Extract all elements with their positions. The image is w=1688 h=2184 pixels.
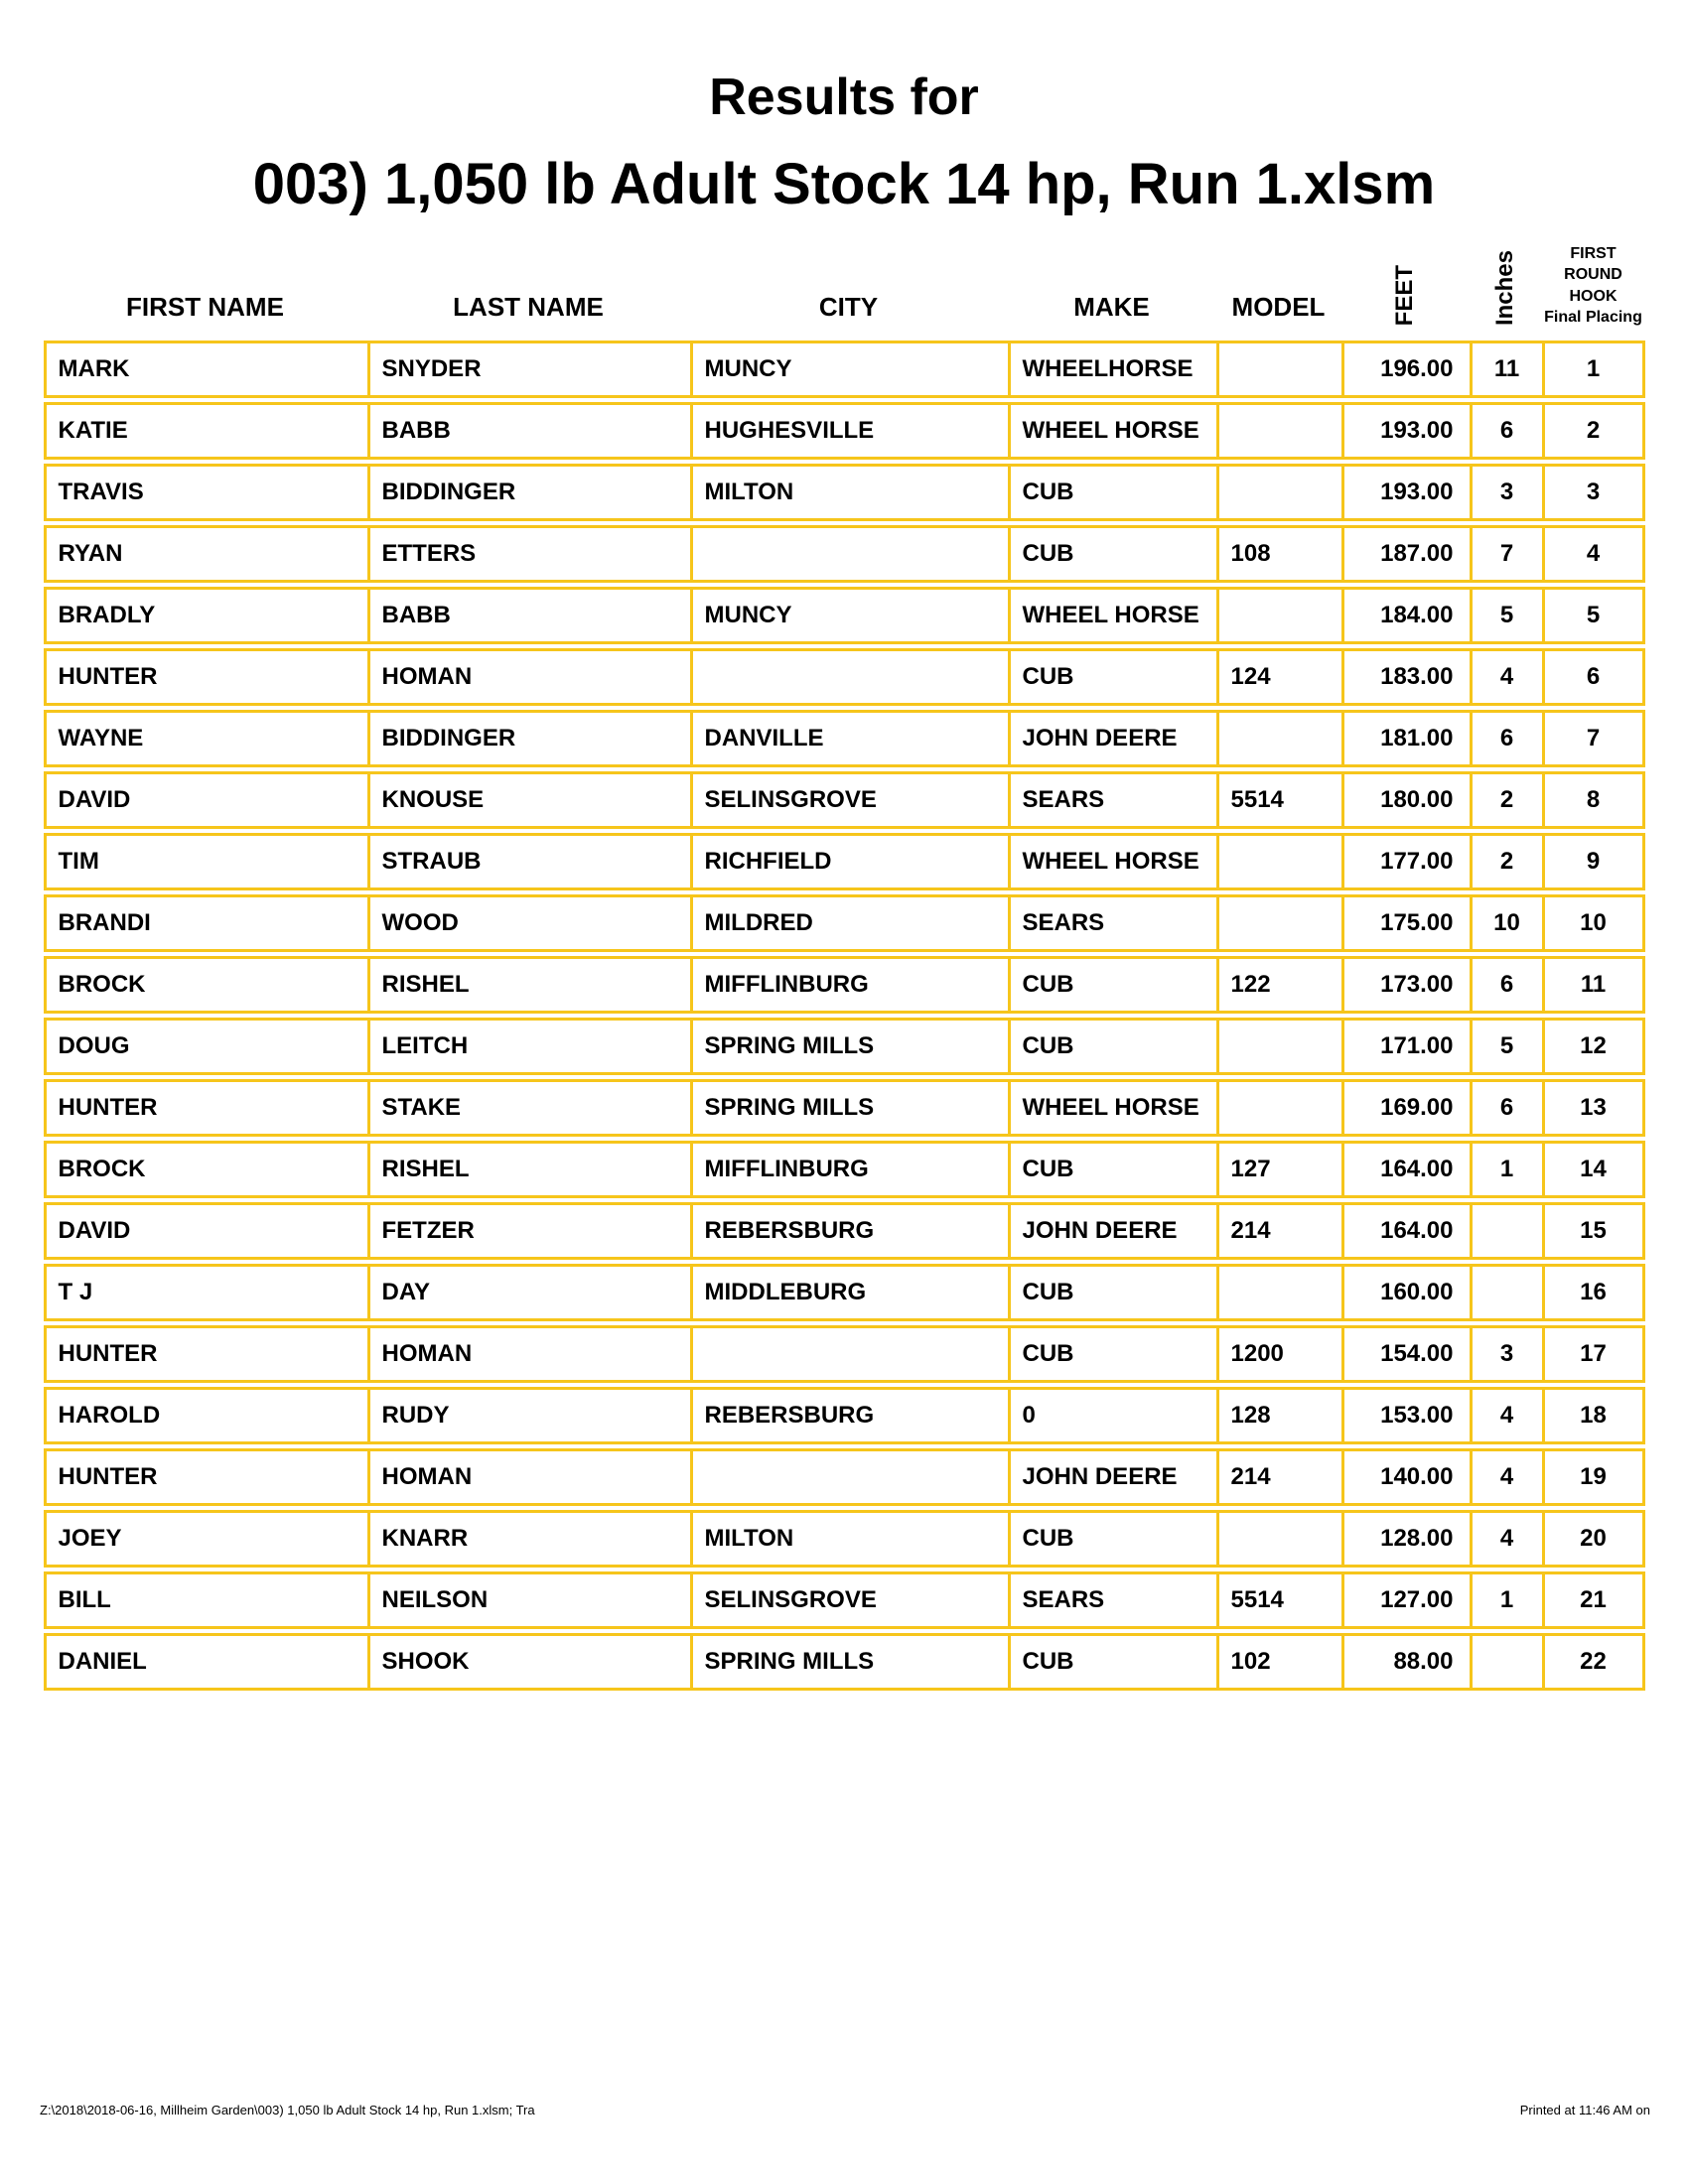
table-row [44,833,1645,890]
cell-make: WHEEL HORSE [1008,402,1216,460]
cell-inches: 2 [1470,833,1542,890]
page-title: Results for [709,68,979,126]
results-table-body [44,341,1645,1691]
table-row [44,1448,1645,1506]
printed-timestamp-footer: Printed at 11:46 AM on [1519,2103,1650,2117]
table-row [44,1264,1645,1321]
cell-last-name: BIDDINGER [367,710,690,767]
cell-last-name: HOMAN [367,1325,690,1383]
table-row [44,587,1645,644]
table-row [44,648,1645,706]
cell-make: CUB [1008,525,1216,583]
cell-inches: 4 [1470,1510,1542,1568]
cell-make: CUB [1008,956,1216,1014]
cell-last-name: FETZER [367,1202,690,1260]
cell-last-name: BABB [367,402,690,460]
cell-city: MIDDLEBURG [690,1264,1008,1321]
cell-first-name: MARK [44,341,367,398]
cell-inches: 3 [1470,1325,1542,1383]
table-row [44,1387,1645,1444]
cell-placing: 14 [1542,1141,1645,1198]
cell-first-name: RYAN [44,525,367,583]
cell-placing: 16 [1542,1264,1645,1321]
cell-first-name: BILL [44,1571,367,1629]
cell-feet: 140.00 [1341,1448,1470,1506]
cell-inches: 4 [1470,1387,1542,1444]
cell-city: MILDRED [690,894,1008,952]
cell-city: MIFFLINBURG [690,956,1008,1014]
cell-feet: 183.00 [1341,648,1470,706]
cell-placing: 12 [1542,1018,1645,1075]
cell-city: HUGHESVILLE [690,402,1008,460]
cell-feet: 154.00 [1341,1325,1470,1383]
cell-city: SPRING MILLS [690,1079,1008,1137]
cell-placing: 22 [1542,1633,1645,1691]
cell-feet: 187.00 [1341,525,1470,583]
cell-model: 124 [1216,648,1341,706]
table-row [44,710,1645,767]
column-header-last-name: LAST NAME [453,292,604,322]
cell-model [1216,402,1341,460]
cell-placing: 9 [1542,833,1645,890]
cell-placing: 5 [1542,587,1645,644]
table-row [44,1325,1645,1383]
cell-inches [1470,1202,1542,1260]
cell-inches: 6 [1470,1079,1542,1137]
cell-inches: 1 [1470,1571,1542,1629]
cell-feet: 127.00 [1341,1571,1470,1629]
cell-make: CUB [1008,1141,1216,1198]
cell-feet: 153.00 [1341,1387,1470,1444]
cell-model: 5514 [1216,771,1341,829]
cell-feet: 184.00 [1341,587,1470,644]
table-row [44,1018,1645,1075]
cell-make: JOHN DEERE [1008,710,1216,767]
cell-model: 1200 [1216,1325,1341,1383]
cell-model [1216,710,1341,767]
hook-header-line2: HOOK [1569,287,1618,305]
cell-first-name: TRAVIS [44,464,367,521]
cell-model [1216,1510,1341,1568]
file-path-footer: Z:\2018\2018-06-16, Millheim Garden\003) 1,050 lb Adult Stock 14 hp, Run 1.xlsm; Tra [40,2103,535,2117]
table-row [44,771,1645,829]
cell-last-name: RISHEL [367,956,690,1014]
cell-model [1216,587,1341,644]
cell-city: MILTON [690,464,1008,521]
cell-placing: 2 [1542,402,1645,460]
cell-inches: 7 [1470,525,1542,583]
cell-make: WHEEL HORSE [1008,833,1216,890]
cell-first-name: BROCK [44,1141,367,1198]
cell-city: SPRING MILLS [690,1018,1008,1075]
cell-city: MILTON [690,1510,1008,1568]
cell-model: 102 [1216,1633,1341,1691]
cell-inches: 11 [1470,341,1542,398]
cell-feet: 193.00 [1341,402,1470,460]
table-row [44,1510,1645,1568]
cell-first-name: HUNTER [44,1448,367,1506]
cell-inches: 3 [1470,464,1542,521]
cell-first-name: WAYNE [44,710,367,767]
cell-city: RICHFIELD [690,833,1008,890]
cell-make: 0 [1008,1387,1216,1444]
cell-city: SELINSGROVE [690,1571,1008,1629]
cell-feet: 169.00 [1341,1079,1470,1137]
table-row [44,1571,1645,1629]
cell-feet: 160.00 [1341,1264,1470,1321]
table-row [44,341,1645,398]
table-row [44,956,1645,1014]
cell-inches: 6 [1470,710,1542,767]
cell-make: JOHN DEERE [1008,1448,1216,1506]
cell-placing: 11 [1542,956,1645,1014]
column-header-inches [1470,231,1542,337]
results-table [44,227,1645,1695]
cell-make: CUB [1008,1264,1216,1321]
cell-last-name: NEILSON [367,1571,690,1629]
cell-placing: 6 [1542,648,1645,706]
cell-last-name: WOOD [367,894,690,952]
cell-last-name: STAKE [367,1079,690,1137]
cell-city [690,1325,1008,1383]
column-header-placing [1542,231,1645,337]
cell-last-name: KNOUSE [367,771,690,829]
table-row [44,1202,1645,1260]
cell-last-name: SHOOK [367,1633,690,1691]
table-row [44,525,1645,583]
cell-make: CUB [1008,648,1216,706]
cell-placing: 1 [1542,341,1645,398]
cell-first-name: DOUG [44,1018,367,1075]
cell-city: SELINSGROVE [690,771,1008,829]
table-row [44,1141,1645,1198]
cell-first-name: HAROLD [44,1387,367,1444]
cell-make: SEARS [1008,894,1216,952]
cell-make: SEARS [1008,1571,1216,1629]
cell-model [1216,1018,1341,1075]
cell-placing: 3 [1542,464,1645,521]
cell-feet: 196.00 [1341,341,1470,398]
cell-last-name: HOMAN [367,648,690,706]
cell-city [690,648,1008,706]
cell-placing: 8 [1542,771,1645,829]
cell-feet: 181.00 [1341,710,1470,767]
cell-first-name: DAVID [44,1202,367,1260]
cell-first-name: HUNTER [44,1325,367,1383]
cell-placing: 20 [1542,1510,1645,1568]
column-header-first-name: FIRST NAME [126,292,284,322]
cell-city: MUNCY [690,587,1008,644]
cell-city: SPRING MILLS [690,1633,1008,1691]
cell-feet: 164.00 [1341,1141,1470,1198]
table-row [44,1633,1645,1691]
cell-placing: 19 [1542,1448,1645,1506]
cell-placing: 7 [1542,710,1645,767]
cell-make: WHEEL HORSE [1008,587,1216,644]
cell-last-name: STRAUB [367,833,690,890]
cell-make: CUB [1008,1633,1216,1691]
cell-feet: 171.00 [1341,1018,1470,1075]
cell-model [1216,1264,1341,1321]
column-header-feet [1341,231,1470,337]
cell-last-name: DAY [367,1264,690,1321]
cell-first-name: DAVID [44,771,367,829]
cell-city [690,1448,1008,1506]
cell-feet: 193.00 [1341,464,1470,521]
hook-header-line3: Final Placing [1544,309,1642,327]
cell-feet: 164.00 [1341,1202,1470,1260]
cell-last-name: RISHEL [367,1141,690,1198]
cell-placing: 10 [1542,894,1645,952]
cell-last-name: BIDDINGER [367,464,690,521]
cell-first-name: TIM [44,833,367,890]
cell-make: CUB [1008,464,1216,521]
cell-placing: 13 [1542,1079,1645,1137]
cell-city: MUNCY [690,341,1008,398]
cell-city [690,525,1008,583]
cell-city: REBERSBURG [690,1387,1008,1444]
cell-last-name: BABB [367,587,690,644]
cell-inches: 5 [1470,587,1542,644]
column-header-model: MODEL [1231,292,1326,322]
cell-first-name: HUNTER [44,1079,367,1137]
cell-last-name: KNARR [367,1510,690,1568]
hook-header-line1: FIRST ROUND [1564,244,1622,284]
cell-model: 214 [1216,1448,1341,1506]
cell-first-name: DANIEL [44,1633,367,1691]
cell-last-name: ETTERS [367,525,690,583]
feet-rotated-label: FEET [1391,264,1418,326]
table-row [44,1079,1645,1137]
cell-model [1216,1079,1341,1137]
cell-first-name: BRANDI [44,894,367,952]
cell-model: 122 [1216,956,1341,1014]
table-row [44,402,1645,460]
cell-make: SEARS [1008,771,1216,829]
cell-inches [1470,1264,1542,1321]
table-row [44,894,1645,952]
cell-city: REBERSBURG [690,1202,1008,1260]
cell-first-name: BROCK [44,956,367,1014]
cell-first-name: KATIE [44,402,367,460]
cell-model: 5514 [1216,1571,1341,1629]
cell-city: MIFFLINBURG [690,1141,1008,1198]
cell-inches: 10 [1470,894,1542,952]
cell-model [1216,464,1341,521]
cell-inches: 1 [1470,1141,1542,1198]
cell-inches: 4 [1470,1448,1542,1506]
cell-first-name: JOEY [44,1510,367,1568]
cell-last-name: RUDY [367,1387,690,1444]
cell-inches: 6 [1470,402,1542,460]
cell-feet: 173.00 [1341,956,1470,1014]
cell-placing: 17 [1542,1325,1645,1383]
cell-placing: 18 [1542,1387,1645,1444]
cell-model: 108 [1216,525,1341,583]
cell-placing: 4 [1542,525,1645,583]
inches-rotated-label: Inches [1491,249,1518,326]
cell-last-name: LEITCH [367,1018,690,1075]
cell-feet: 180.00 [1341,771,1470,829]
cell-make: CUB [1008,1018,1216,1075]
cell-make: WHEEL HORSE [1008,1079,1216,1137]
cell-placing: 15 [1542,1202,1645,1260]
cell-feet: 88.00 [1341,1633,1470,1691]
cell-first-name: T J [44,1264,367,1321]
cell-model: 128 [1216,1387,1341,1444]
cell-model: 127 [1216,1141,1341,1198]
column-header-make: MAKE [1073,292,1150,322]
cell-model [1216,833,1341,890]
cell-placing: 21 [1542,1571,1645,1629]
cell-inches: 5 [1470,1018,1542,1075]
cell-first-name: HUNTER [44,648,367,706]
cell-city: DANVILLE [690,710,1008,767]
column-header-city: CITY [818,292,879,322]
cell-model [1216,894,1341,952]
cell-inches: 2 [1470,771,1542,829]
cell-model: 214 [1216,1202,1341,1260]
cell-last-name: SNYDER [367,341,690,398]
cell-inches: 6 [1470,956,1542,1014]
cell-inches: 4 [1470,648,1542,706]
cell-last-name: HOMAN [367,1448,690,1506]
cell-feet: 175.00 [1341,894,1470,952]
file-title: 003) 1,050 lb Adult Stock 14 hp, Run 1.xlsm [252,152,1436,216]
cell-model [1216,341,1341,398]
table-row [44,464,1645,521]
cell-make: WHEELHORSE [1008,341,1216,398]
cell-feet: 128.00 [1341,1510,1470,1568]
cell-inches [1470,1633,1542,1691]
results-table-header [44,231,1645,337]
cell-make: CUB [1008,1325,1216,1383]
cell-feet: 177.00 [1341,833,1470,890]
cell-make: JOHN DEERE [1008,1202,1216,1260]
cell-first-name: BRADLY [44,587,367,644]
cell-make: CUB [1008,1510,1216,1568]
